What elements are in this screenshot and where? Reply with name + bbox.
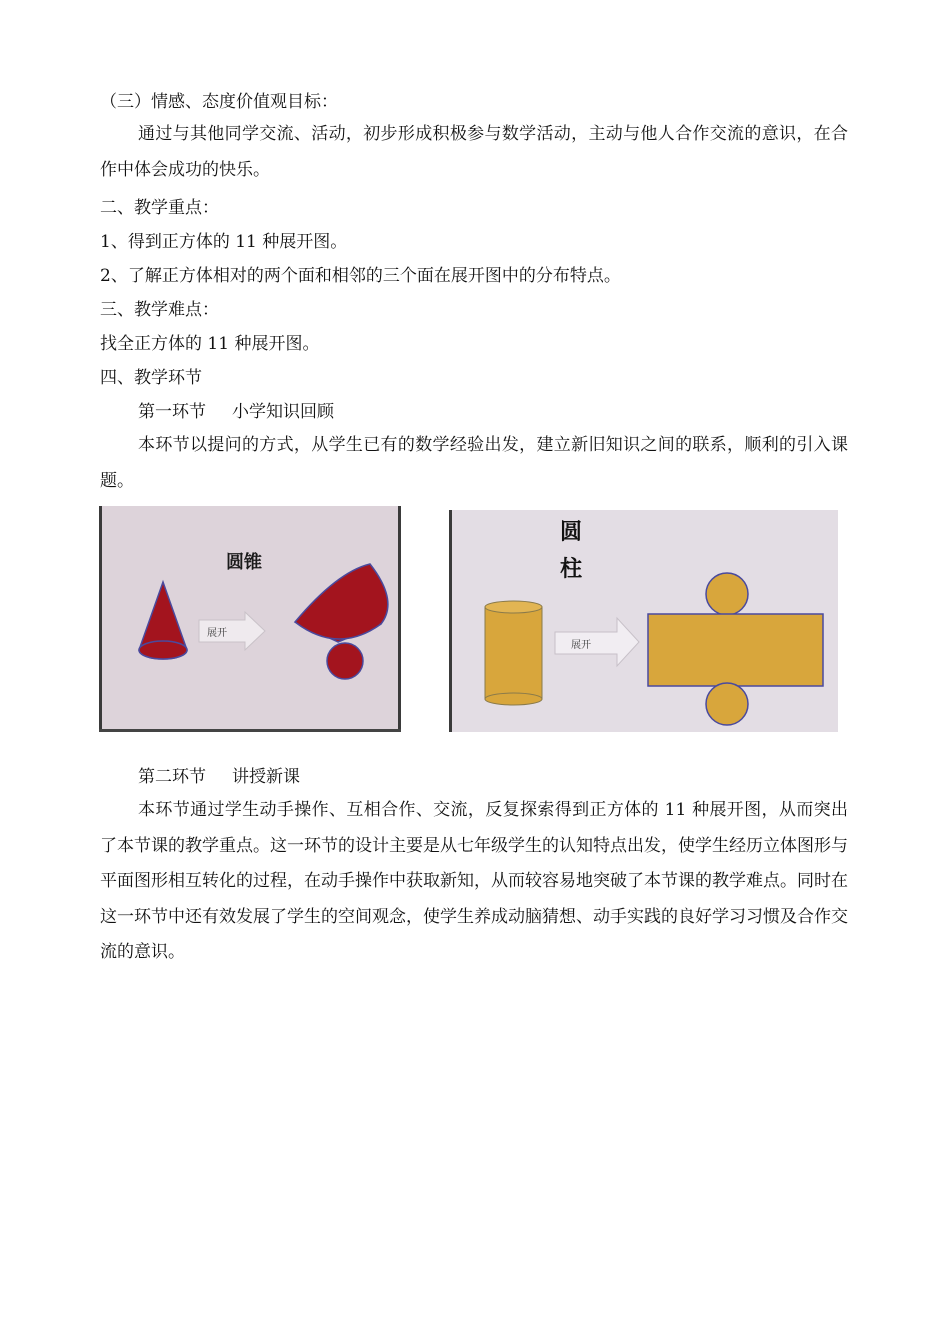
cone-base-circle [327,643,363,679]
stage2-label: 第二环节 [138,767,206,787]
stage2-title: 讲授新课 [232,767,300,787]
process-heading: 四、教学环节 [100,368,202,388]
key-points-heading: 二、教学重点： [100,198,219,218]
cylinder-arrow-label: 展开 [571,640,591,651]
cylinder-top-circle [706,573,748,615]
cylinder-bottom-circle [706,683,748,725]
stage2-paragraph [100,793,848,971]
key-point-1: 1、得到正方体的 11 种展开图。 [100,232,348,252]
cylinder-shape [485,601,542,705]
stage2-paragraph-text: 本环节通过学生动手操作、互相合作、交流，反复探索得到正方体的 11 种展开图，从而突出了本节课的教学重点。这一环节的设计主要是从七年级学生的认知特点出发，使学生经历立体图形与平面图形相互转化的过程，在动手操作中获取新知，从而较容易地突破了本节课的教学难点。同时在这一环节中还有效发展了学生的空间观念，使学生养成动脑猜想、动手实践的良好学习习惯及合作交流的意识。 [100,800,848,962]
difficulty-heading: 三、教学难点： [100,300,219,320]
stage1-heading [138,402,334,422]
stage1-label: 第一环节 [138,402,206,422]
difficulty-text: 找全正方体的 11 种展开图。 [100,334,320,354]
stage1-paragraph [100,428,848,499]
cylinder-side-rectangle [648,614,823,686]
cylinder-title-line2: 柱 [559,557,583,582]
section-goal-heading: （三）情感、态度价值观目标： [100,92,338,112]
stage1-title: 小学知识回顾 [232,402,334,422]
cone-net-figure [99,506,401,732]
stage2-heading [138,767,300,787]
goal-paragraph [100,117,848,188]
cylinder-net-figure [449,510,838,732]
cone-title: 圆锥 [226,552,262,573]
cylinder-title-line1: 圆 [559,520,583,545]
goal-paragraph-text: 通过与其他同学交流、活动，初步形成积极参与数学活动，主动与他人合作交流的意识，在合作中体会成功的快乐。 [100,124,848,180]
key-point-2: 2、了解正方体相对的两个面和相邻的三个面在展开图中的分布特点。 [100,266,621,286]
cone-arrow-label: 展开 [207,628,227,639]
stage1-paragraph-text: 本环节以提问的方式，从学生已有的数学经验出发，建立新旧知识之间的联系，顺利的引入课题。 [100,435,848,491]
